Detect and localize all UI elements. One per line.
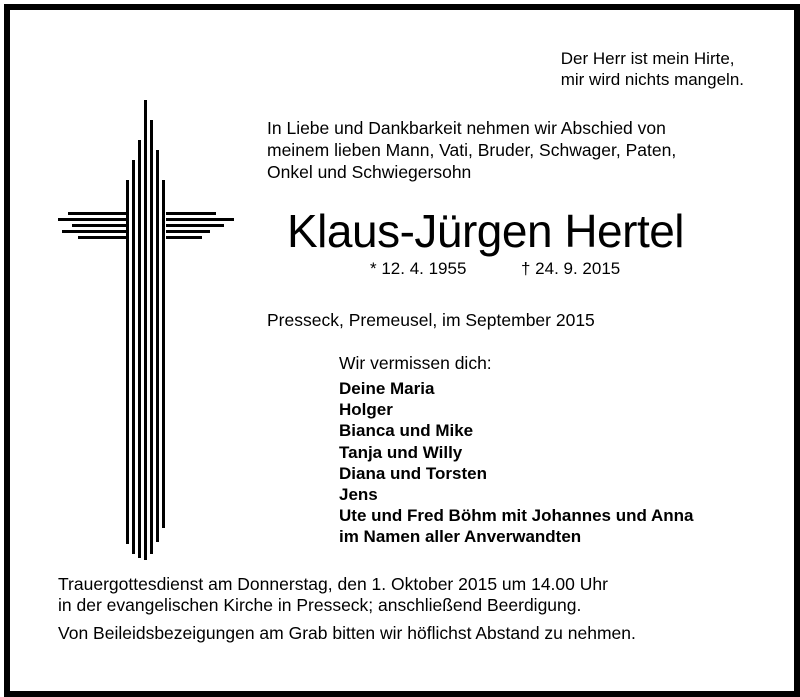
intro-text [267, 117, 676, 183]
death-date: † 24. 9. 2015 [521, 259, 621, 278]
service-line-1: Trauergottesdienst am Donnerstag, den 1. Oktober 2015 um 14.00 Uhr [58, 574, 608, 594]
intro-line-2: meinem lieben Mann, Vati, Bruder, Schwager, Paten, [267, 140, 677, 160]
condolence-note: Von Beileidsbezeigungen am Grab bitten wir höflichst Abstand zu nehmen. [58, 623, 636, 643]
psalm-quote [561, 48, 744, 90]
mourner-name: Holger [339, 400, 393, 420]
psalm-line-2: mir wird nichts mangeln. [560, 70, 744, 89]
intro-line-3: Onkel und Schwiegersohn [267, 162, 472, 182]
birth-date: * 12. 4. 1955 [370, 259, 467, 278]
mourner-name: Deine Maria [339, 379, 435, 398]
service-info [58, 574, 608, 616]
cross-icon [58, 100, 234, 560]
service-line-2: in der evangelischen Kirche in Presseck; anschließend Beerdigung. [58, 595, 582, 615]
mourner-name: Jens [339, 485, 378, 505]
mourner-name: Tanja und Willy [339, 442, 463, 462]
deceased-name: Klaus-Jürgen Hertel [287, 205, 685, 257]
place-date: Presseck, Premeusel, im September 2015 [267, 310, 595, 330]
mourner-name: Ute und Fred Böhm mit Johannes und Anna [339, 506, 694, 526]
psalm-line-1: Der Herr ist mein Hirte, [560, 49, 735, 68]
mourner-name: Diana und Torsten [339, 463, 487, 483]
mourner-name: Bianca und Mike [339, 421, 474, 441]
mourners-list [339, 378, 694, 548]
intro-line-1: In Liebe und Dankbarkeit nehmen wir Abschied von [267, 118, 666, 138]
mourners-heading: Wir vermissen dich: [339, 353, 492, 373]
mourner-name: im Namen aller Anverwandten [339, 527, 582, 547]
